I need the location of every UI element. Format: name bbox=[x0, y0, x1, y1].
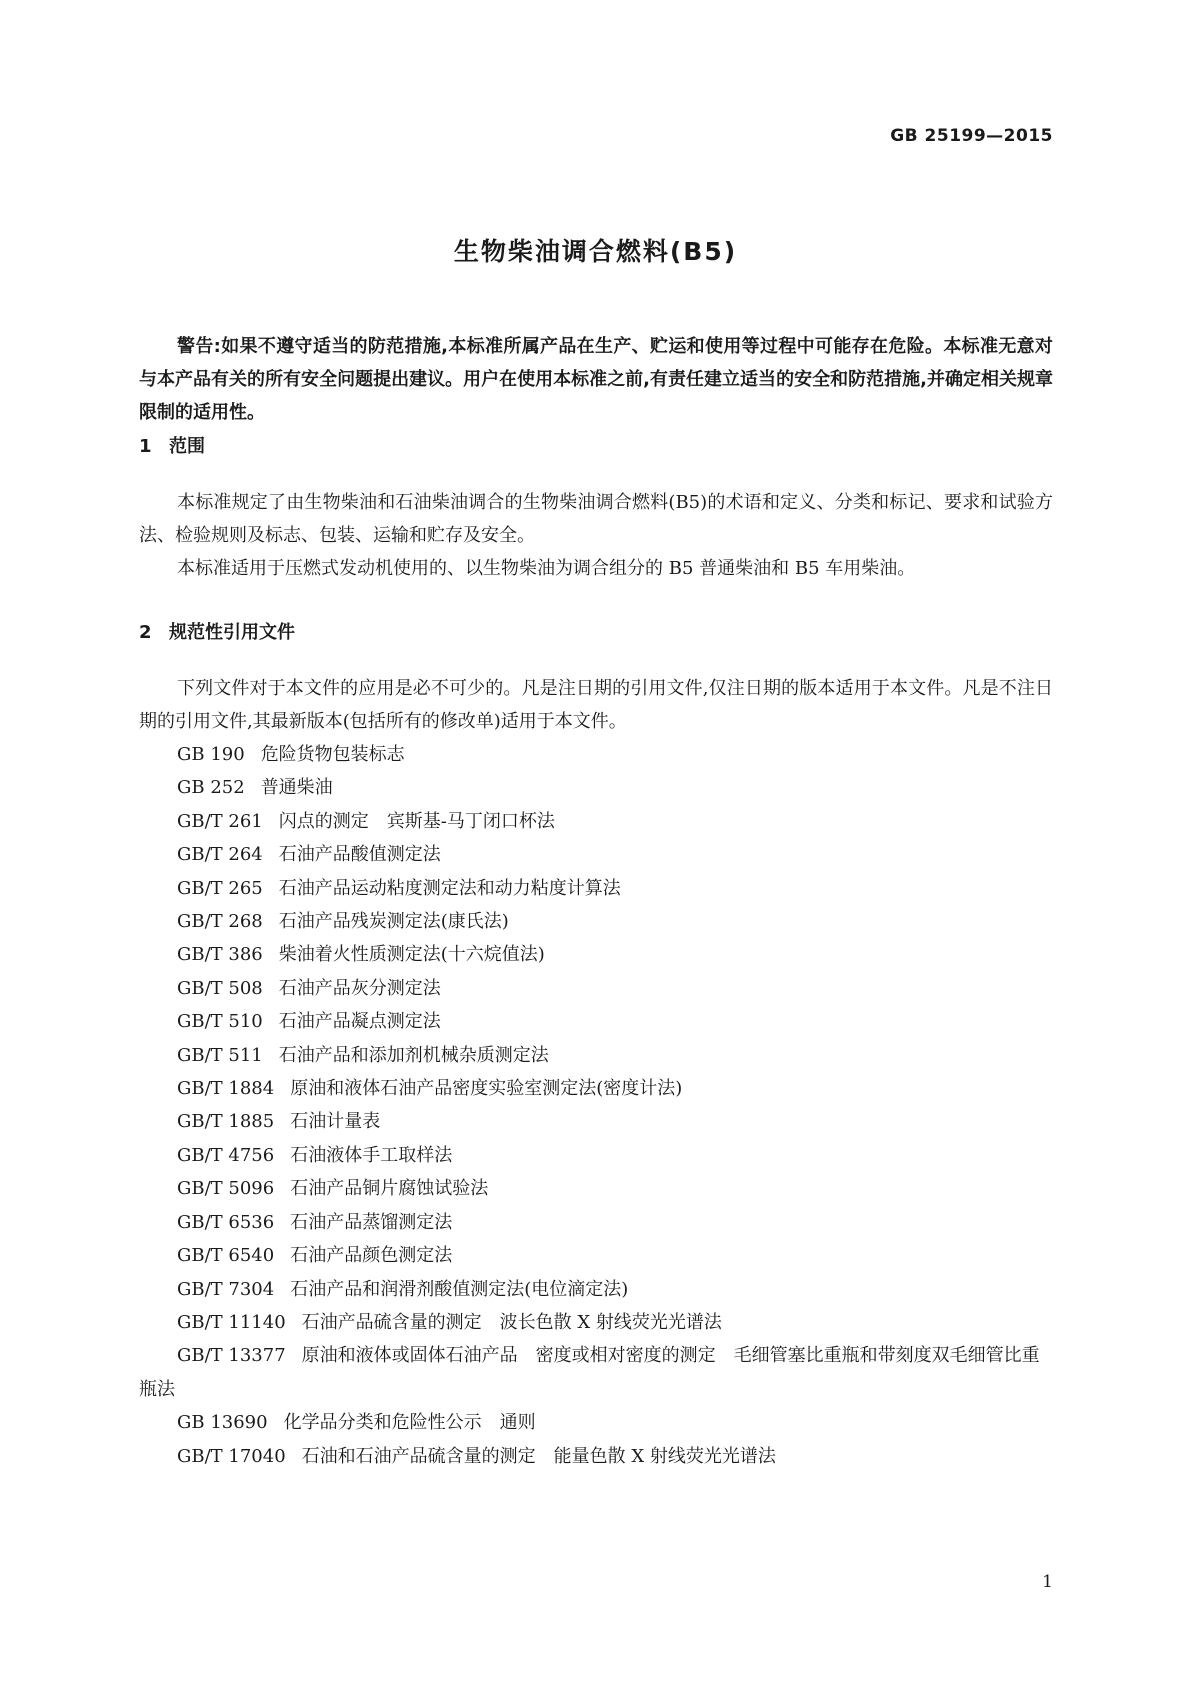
scope-paragraph-2: 本标准适用于压燃式发动机使用的、以生物柴油为调合组分的 B5 普通柴油和 B5 车用柴油。 bbox=[177, 558, 916, 579]
section-1-title: 范围 bbox=[169, 436, 205, 457]
reference-title: 危险货物包装标志 bbox=[260, 744, 405, 765]
reference-title: 原油和液体或固体石油产品 密度或相对密度的测定 毛细管塞比重瓶和带刻度双毛细管比重瓶法 bbox=[139, 1345, 1040, 1400]
reference-title: 石油产品硫含量的测定 波长色散 X 射线荧光光谱法 bbox=[301, 1311, 722, 1333]
reference-code: GB/T 386 bbox=[177, 944, 263, 966]
reference-title: 石油产品铜片腐蚀试验法 bbox=[290, 1178, 489, 1200]
reference-item bbox=[139, 1105, 1053, 1138]
reference-code: GB/T 11140 bbox=[177, 1311, 286, 1333]
reference-code: GB/T 264 bbox=[177, 844, 263, 866]
reference-list bbox=[139, 738, 1053, 1473]
reference-code: GB/T 1885 bbox=[177, 1111, 275, 1133]
reference-item bbox=[139, 1273, 1053, 1306]
section-1-number: 1 bbox=[139, 436, 152, 457]
reference-item bbox=[139, 1239, 1053, 1272]
reference-code: GB/T 1884 bbox=[177, 1078, 275, 1100]
reference-item bbox=[139, 972, 1053, 1005]
document-title: 生物柴油调合燃料(B5) bbox=[453, 237, 738, 266]
reference-title: 石油产品蒸馏测定法 bbox=[290, 1211, 453, 1233]
reference-item bbox=[139, 905, 1053, 938]
reference-item bbox=[139, 1005, 1053, 1038]
reference-item bbox=[139, 1406, 1053, 1439]
reference-title: 石油产品残炭测定法(康氏法) bbox=[278, 911, 509, 933]
standard-number: GB 25199—2015 bbox=[890, 126, 1053, 146]
reference-item bbox=[139, 1306, 1053, 1339]
reference-title: 普通柴油 bbox=[260, 777, 333, 799]
reference-title: 石油产品和添加剂机械杂质测定法 bbox=[278, 1044, 549, 1066]
reference-item bbox=[139, 1139, 1053, 1172]
reference-item bbox=[139, 1072, 1053, 1105]
section-1-body bbox=[139, 486, 1053, 585]
reference-code: GB/T 7304 bbox=[177, 1278, 275, 1300]
warning-paragraph: 警告:如果不遵守适当的防范措施,本标准所属产品在生产、贮运和使用等过程中可能存在危险。本标准无意对与本产品有关的所有安全问题提出建议。用户在使用本标准之前,有责任建立适当的安全和防范措施,并确定相关规章限制的适用性。 bbox=[139, 336, 1053, 423]
reference-code: GB/T 511 bbox=[177, 1044, 263, 1066]
section-2-heading bbox=[139, 618, 295, 644]
reference-title: 石油产品颜色测定法 bbox=[290, 1245, 453, 1267]
section-2-title: 规范性引用文件 bbox=[169, 622, 295, 643]
reference-title: 石油液体手工取样法 bbox=[290, 1144, 453, 1166]
reference-code: GB/T 6536 bbox=[177, 1211, 275, 1233]
reference-code: GB/T 13377 bbox=[177, 1345, 286, 1367]
reference-code: GB/T 510 bbox=[177, 1011, 263, 1033]
reference-code: GB 252 bbox=[177, 777, 245, 799]
scope-paragraph-1: 本标准规定了由生物柴油和石油柴油调合的生物柴油调合燃料(B5)的术语和定义、分类和标记、要求和试验方法、检验规则及标志、包装、运输和贮存及安全。 bbox=[139, 492, 1053, 546]
reference-title: 化学品分类和危险性公示 通则 bbox=[283, 1412, 536, 1434]
reference-item bbox=[139, 872, 1053, 905]
reference-code: GB/T 4756 bbox=[177, 1144, 275, 1166]
reference-code: GB 190 bbox=[177, 744, 245, 765]
reference-code: GB/T 508 bbox=[177, 977, 263, 999]
reference-item bbox=[139, 805, 1053, 838]
reference-item bbox=[139, 1039, 1053, 1072]
reference-title: 石油产品酸值测定法 bbox=[278, 844, 441, 866]
reference-item bbox=[139, 938, 1053, 971]
reference-title: 石油产品凝点测定法 bbox=[278, 1011, 441, 1033]
reference-title: 石油产品运动粘度测定法和动力粘度计算法 bbox=[278, 877, 621, 899]
reference-code: GB/T 261 bbox=[177, 810, 263, 832]
reference-item bbox=[139, 838, 1053, 871]
reference-code: GB 13690 bbox=[177, 1412, 268, 1434]
reference-item bbox=[139, 771, 1053, 804]
reference-title: 石油和石油产品硫含量的测定 能量色散 X 射线荧光光谱法 bbox=[301, 1445, 776, 1467]
references-intro: 下列文件对于本文件的应用是必不可少的。凡是注日期的引用文件,仅注日期的版本适用于本文件。凡是不注日期的引用文件,其最新版本(包括所有的修改单)适用于本文件。 bbox=[139, 678, 1053, 732]
reference-title: 石油产品和润滑剂酸值测定法(电位滴定法) bbox=[290, 1278, 629, 1300]
reference-item bbox=[139, 1339, 1053, 1406]
reference-code: GB/T 6540 bbox=[177, 1245, 275, 1267]
reference-title: 原油和液体石油产品密度实验室测定法(密度计法) bbox=[290, 1078, 683, 1100]
reference-code: GB/T 265 bbox=[177, 877, 263, 899]
reference-item bbox=[139, 1172, 1053, 1205]
reference-item bbox=[139, 738, 1053, 771]
section-2-body bbox=[139, 672, 1053, 1473]
page-number: 1 bbox=[1042, 1572, 1053, 1592]
reference-title: 石油产品灰分测定法 bbox=[278, 977, 441, 999]
reference-code: GB/T 268 bbox=[177, 911, 263, 933]
reference-code: GB/T 5096 bbox=[177, 1178, 275, 1200]
reference-item bbox=[139, 1206, 1053, 1239]
reference-title: 石油计量表 bbox=[290, 1111, 381, 1133]
reference-title: 柴油着火性质测定法(十六烷值法) bbox=[278, 944, 545, 966]
section-1-heading bbox=[139, 432, 205, 458]
reference-code: GB/T 17040 bbox=[177, 1445, 286, 1467]
section-2-number: 2 bbox=[139, 622, 152, 643]
reference-title: 闪点的测定 宾斯基-马丁闭口杯法 bbox=[278, 810, 555, 832]
reference-item bbox=[139, 1440, 1053, 1473]
